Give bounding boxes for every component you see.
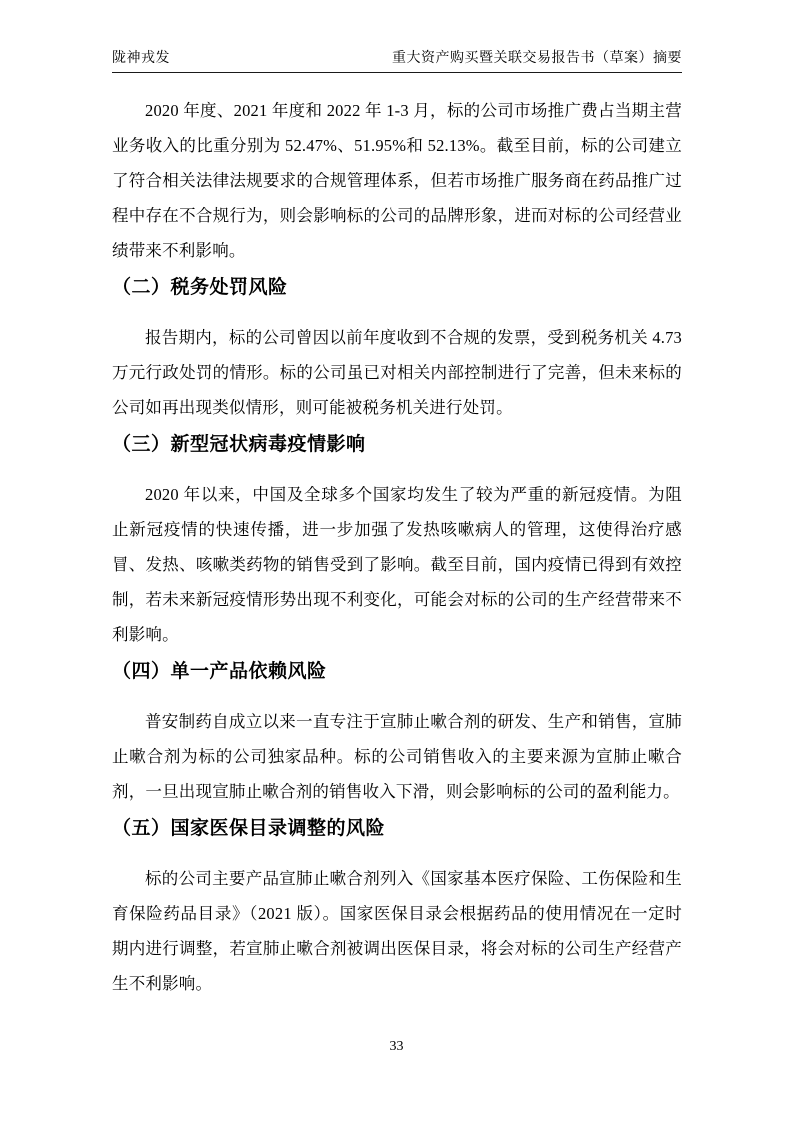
section-heading-2: （二）税务处罚风险 [112,277,288,298]
section-heading-3: （三）新型冠状病毒疫情影响 [112,434,366,455]
section-heading-5: （五）国家医保目录调整的风险 [112,818,386,839]
body-paragraph: 2020 年度、2021 年度和 2022 年 1-3 月，标的公司市场推广费占当期主营业务收入的比重分别为 52.47%、51.95%和 52.13%。截至目前，标的公司建立了符合相关法律法规要求的合规管理体系，但若市场推广服务商在药品推广过程中存在不合规行为，则会影响标的公司的品牌形象，进而对标的公司经营业绩带来不利影响。 [112,101,682,260]
body-paragraph: 普安制药自成立以来一直专注于宣肺止嗽合剂的研发、生产和销售，宣肺止嗽合剂为标的公司独家品种。标的公司销售收入的主要来源为宣肺止嗽合剂，一旦出现宣肺止嗽合剂的销售收入下滑，则会影响标的公司的盈利能力。 [112,712,682,801]
body-paragraph: 2020 年以来，中国及全球多个国家均发生了较为严重的新冠疫情。为阻止新冠疫情的快速传播，进一步加强了发热咳嗽病人的管理，这使得治疗感冒、发热、咳嗽类药物的销售受到了影响。截至目前，国内疫情已得到有效控制，若未来新冠疫情形势出现不利变化，可能会对标的公司的生产经营带来不利影响。 [112,485,682,644]
header-right-title: 重大资产购买暨关联交易报告书（草案）摘要 [392,51,682,66]
page-footer [0,1038,793,1056]
section-heading-4: （四）单一产品依赖风险 [112,661,327,682]
page-header [112,50,682,73]
body-paragraph: 标的公司主要产品宣肺止嗽合剂列入《国家基本医疗保险、工伤保险和生育保险药品目录》（2021 版）。国家医保目录会根据药品的使用情况在一定时期内进行调整，若宣肺止嗽合剂被调出医保目录，将会对标的公司生产经营产生不利影响。 [112,869,682,993]
page-number: 33 [389,1039,404,1054]
body-paragraph: 报告期内，标的公司曾因以前年度收到不合规的发票，受到税务机关 4.73 万元行政处罚的情形。标的公司虽已对相关内部控制进行了完善，但未来标的公司如再出现类似情形，则可能被税务机关进行处罚。 [112,328,682,417]
document-body [112,93,682,1001]
header-left-title: 陇神戎发 [112,51,170,66]
